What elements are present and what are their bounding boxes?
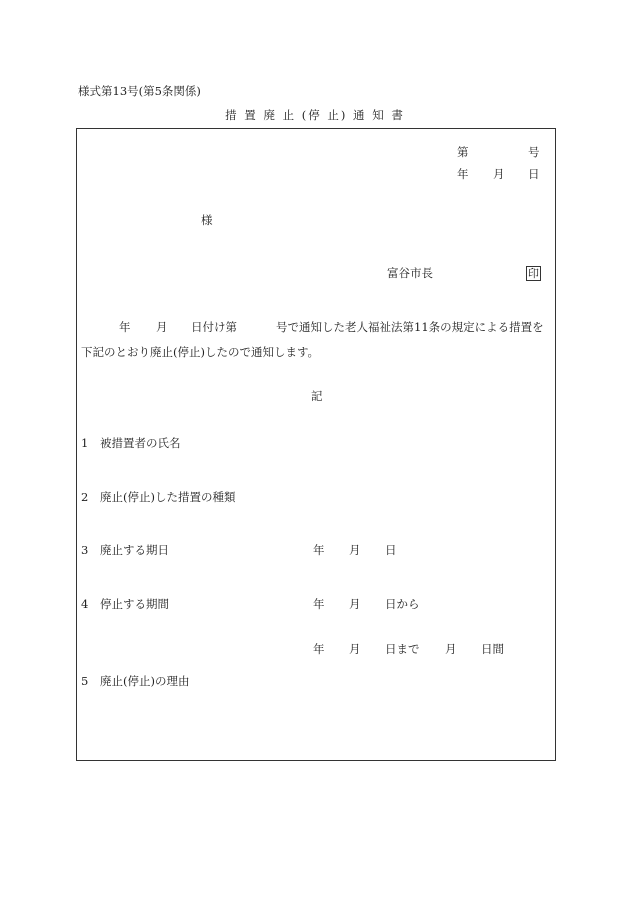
item-number: 5	[81, 674, 89, 688]
item-number: 2	[81, 490, 89, 504]
document-title: 措 置 廃 止 (停 止) 通 知 書	[225, 108, 405, 122]
form-number: 様式第13号(第5条関係)	[78, 84, 201, 98]
ki-heading: 記	[311, 389, 323, 403]
doc-number-prefix: 第	[457, 145, 469, 159]
body-month: 月	[156, 320, 168, 334]
suspend-start-day: 日から	[385, 597, 420, 611]
abolish-day: 日	[385, 543, 397, 557]
body-line2: 下記のとおり廃止(停止)したので通知します。	[81, 345, 320, 359]
suspend-start-year: 年	[313, 597, 325, 611]
suspend-end-month: 月	[349, 642, 361, 656]
seal-mark	[526, 266, 541, 281]
item-label-reason: 廃止(停止)の理由	[100, 674, 190, 688]
suspend-end-day: 日まで	[385, 642, 420, 656]
date-year: 年	[457, 167, 469, 181]
abolish-month: 月	[349, 543, 361, 557]
item-label-suspend-period: 停止する期間	[100, 597, 169, 611]
doc-number-suffix: 号	[528, 145, 540, 159]
item-label-abolish-date: 廃止する期日	[100, 543, 169, 557]
item-number: 3	[81, 543, 89, 557]
suspend-duration-days: 日間	[481, 642, 504, 656]
recipient-suffix: 様	[201, 213, 213, 227]
date-day: 日	[528, 167, 540, 181]
issuer-name: 富谷市長	[387, 266, 433, 280]
body-line1: 号で通知した老人福祉法第11条の規定による措置を	[276, 320, 544, 334]
body-year: 年	[119, 320, 131, 334]
date-month: 月	[493, 167, 505, 181]
item-number: 1	[81, 436, 89, 450]
seal-text: 印	[528, 267, 539, 280]
body-day-prefix: 日付け第	[191, 320, 237, 334]
item-label-type: 廃止(停止)した措置の種類	[100, 490, 236, 504]
suspend-end-year: 年	[313, 642, 325, 656]
item-number: 4	[81, 597, 89, 611]
suspend-duration-month: 月	[445, 642, 457, 656]
suspend-start-month: 月	[349, 597, 361, 611]
abolish-year: 年	[313, 543, 325, 557]
item-label-name: 被措置者の氏名	[100, 436, 181, 450]
